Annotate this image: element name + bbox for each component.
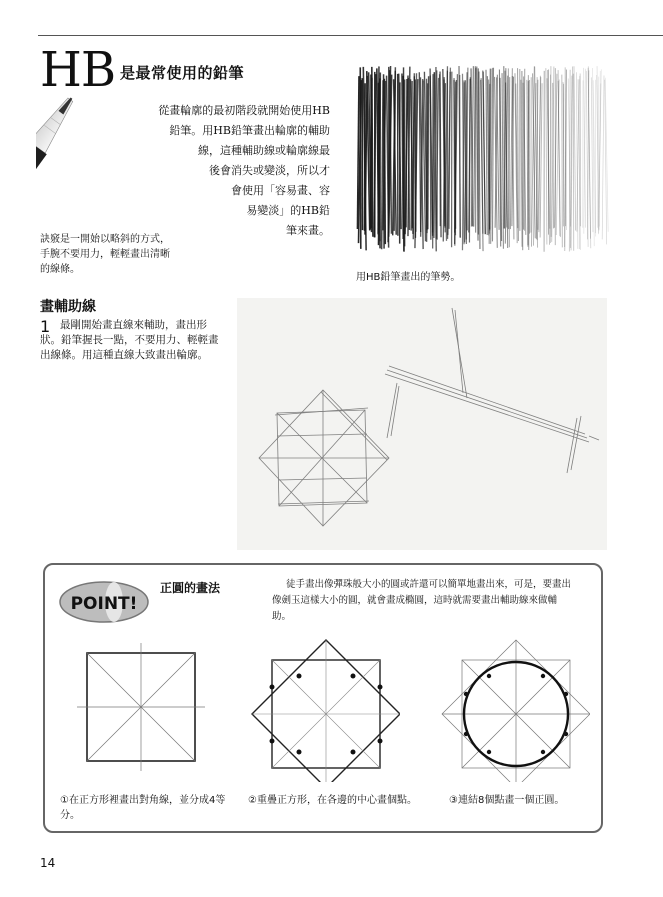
figure-overlapping-squares — [240, 632, 400, 782]
stroke-caption: 用HB鉛筆畫出的筆勢。 — [356, 272, 461, 283]
pencil-stroke — [602, 75, 604, 239]
pencil-stroke — [546, 68, 547, 244]
pencil-stroke — [372, 67, 373, 237]
pencil-stroke — [502, 73, 503, 249]
pencil-wood — [36, 96, 79, 153]
pencil-stroke — [469, 79, 470, 242]
intro-line: 後會消失或變淡，所以才 — [209, 164, 330, 177]
figure-caption-1: ①在正方形裡畫出對角線，並分成4等分。 — [60, 795, 226, 821]
intro-line: 會使用「容易畫、容 — [231, 184, 330, 197]
pencil-stroke — [428, 76, 429, 229]
intro-line: 從畫輪廓的最初階段就開始使用HB — [158, 104, 330, 117]
pencil-stroke — [569, 70, 570, 252]
pencil-stroke — [574, 66, 576, 230]
figure-caption-3: ③連結8個點畫一個正圓。 — [449, 795, 565, 806]
point-badge — [58, 580, 150, 624]
auxiliary-line-sketch — [237, 298, 607, 550]
intro-line: 易變淡」的HB鉛 — [246, 204, 330, 217]
pencil-caption: 訣竅是一開始以略斜的方式，手腕不要用力，輕輕畫出清晰的線條。 — [40, 234, 170, 275]
section-heading: 畫輔助線 — [40, 299, 96, 315]
top-rule — [38, 35, 663, 36]
figure-caption-2: ②重疊正方形，在各邊的中心畫個點。 — [248, 795, 417, 806]
pencil-stroke — [479, 71, 480, 248]
page-number: 14 — [40, 856, 56, 870]
intro-line: 線，這種輔助線或輪廓線最 — [198, 144, 330, 157]
point-title: 正圓的畫法 — [160, 581, 221, 595]
intro-line: 鉛筆。用HB鉛筆畫出輪廓的輔助 — [169, 124, 330, 137]
point-description: 徒手畫出像彈珠般大小的圓或許還可以簡單地畫出來，可是，要畫出像劍玉這樣大小的圓，就會畫成橢圓，這時就需要畫出輔助線來做輔助。 — [272, 579, 572, 622]
point-badge-label: POINT! — [70, 594, 138, 614]
sketch-drawing — [237, 298, 607, 550]
page-subtitle: 是最常使用的鉛筆 — [120, 64, 245, 82]
pencil-stroke — [529, 80, 530, 250]
intro-text — [130, 101, 330, 241]
pencil-stroke — [449, 72, 450, 229]
hb-title: HB — [40, 42, 116, 98]
step-text: 最剛開始畫直線來輔助，畫出形狀。鉛筆握長一點，不要用力、輕輕畫出線條。用這種直線大致畫出輪廓。 — [40, 319, 219, 361]
figure-circle — [440, 632, 590, 782]
intro-line: 筆來畫。 — [286, 224, 330, 237]
hb-stroke-sample — [352, 56, 612, 256]
figure-square-diagonals — [75, 638, 210, 776]
step-number: 1 — [40, 317, 51, 336]
